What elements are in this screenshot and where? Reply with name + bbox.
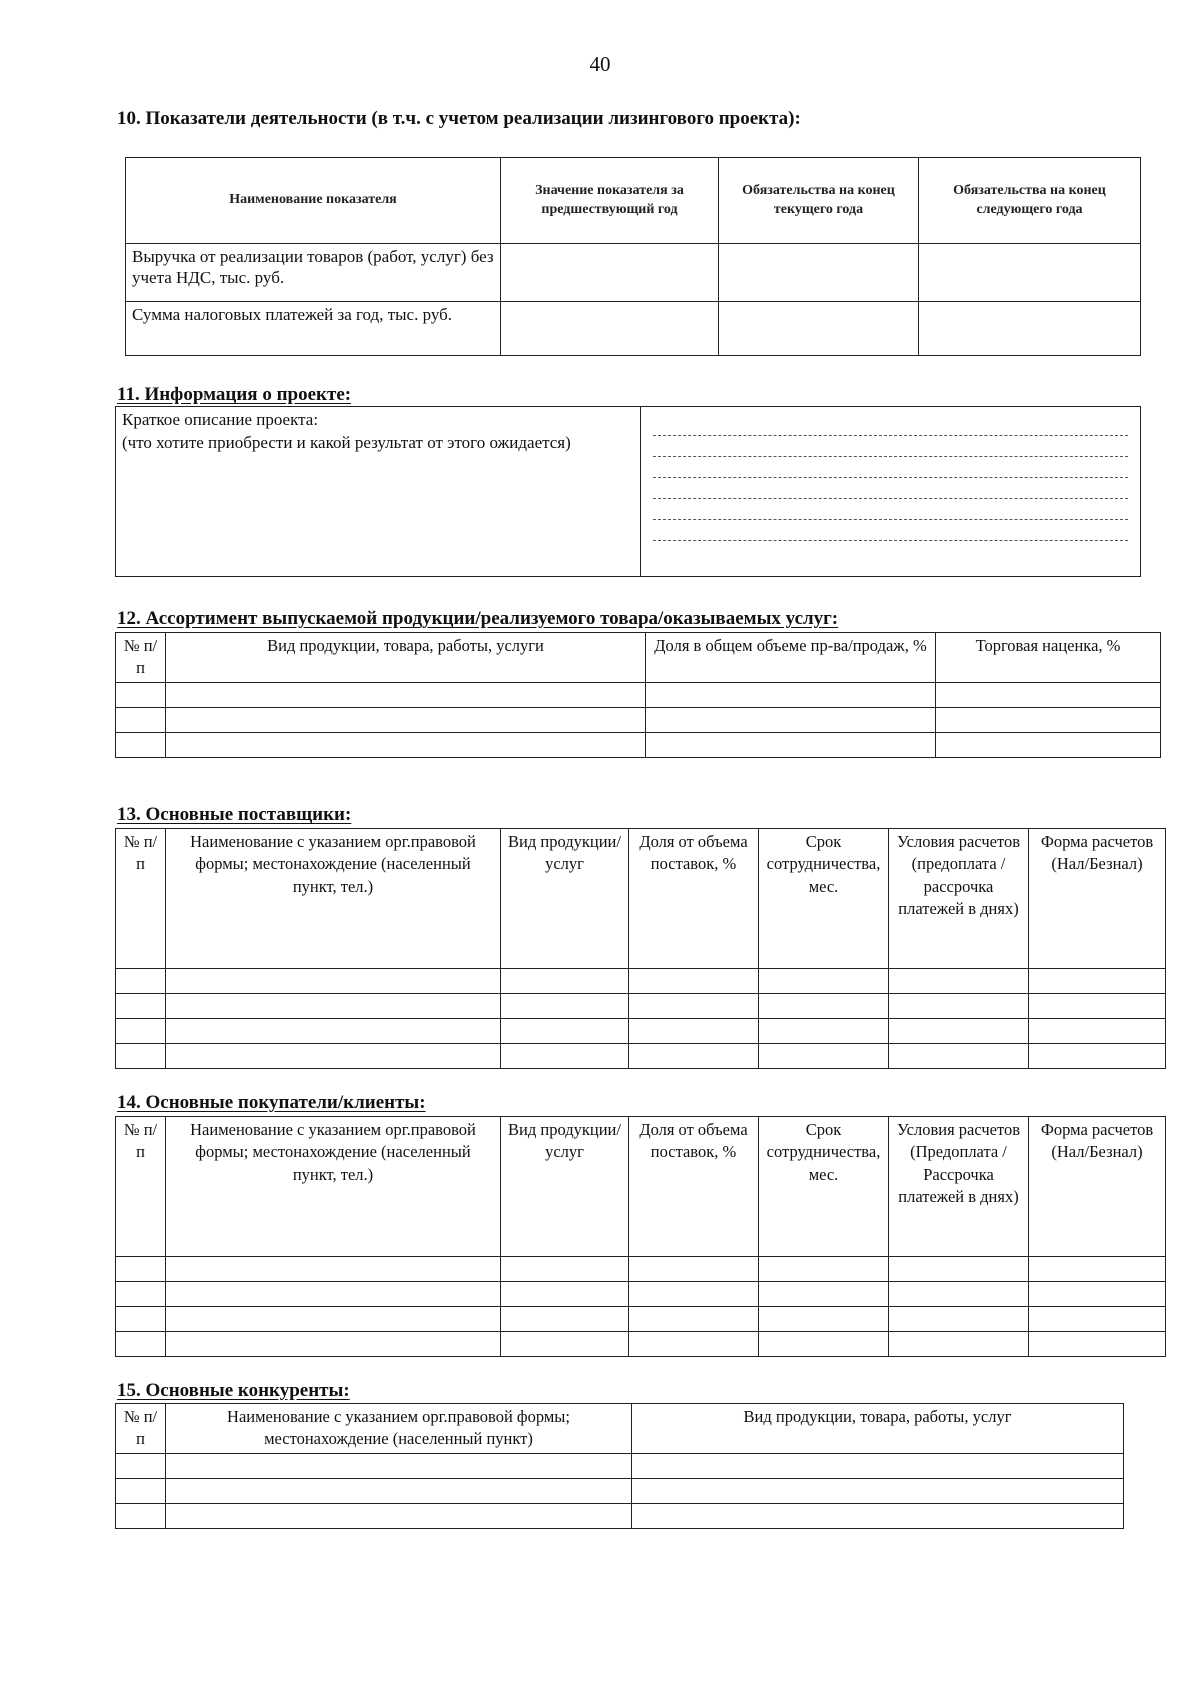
cell[interactable] <box>116 1478 166 1503</box>
cell[interactable] <box>632 1478 1124 1503</box>
cell[interactable] <box>889 1282 1029 1307</box>
cell[interactable] <box>116 732 166 757</box>
cell[interactable] <box>166 1453 632 1478</box>
cell[interactable] <box>501 1257 629 1282</box>
cell[interactable] <box>759 1019 889 1044</box>
project-info-table <box>115 406 1141 577</box>
cell[interactable] <box>889 994 1029 1019</box>
header-number: № п/п <box>116 1117 166 1257</box>
cell[interactable] <box>116 707 166 732</box>
project-description-label: Краткое описание проекта: <box>122 410 319 429</box>
header-product-type: Вид продукции/ услуг <box>501 829 629 969</box>
cell[interactable] <box>166 969 501 994</box>
cell[interactable] <box>646 707 936 732</box>
header-number: № п/п <box>116 633 166 683</box>
header-payment-form: Форма расчетов (Нал/Безнал) <box>1029 1117 1166 1257</box>
fill-line <box>653 478 1128 499</box>
header-previous-year: Значение показателя за предшествующий год <box>501 158 719 244</box>
taxes-label: Сумма налоговых платежей за год, тыс. руб. <box>126 302 501 356</box>
header-cooperation-term: Срок сотрудничества, мес. <box>759 1117 889 1257</box>
cell[interactable] <box>759 1332 889 1357</box>
cell[interactable] <box>889 1257 1029 1282</box>
cell[interactable] <box>759 994 889 1019</box>
section-14-title: 14. Основные покупатели/клиенты: <box>117 1092 426 1113</box>
header-product-type: Вид продукции, товара, работы, услуг <box>632 1404 1124 1454</box>
cell[interactable] <box>889 969 1029 994</box>
customers-table <box>115 1116 1166 1357</box>
header-indicator-name: Наименование показателя <box>126 158 501 244</box>
cell[interactable] <box>166 1503 632 1528</box>
cell[interactable] <box>759 1282 889 1307</box>
cell[interactable] <box>632 1503 1124 1528</box>
project-description-input[interactable] <box>641 407 1141 577</box>
revenue-current-cell[interactable] <box>719 244 919 302</box>
cell[interactable] <box>116 1307 166 1332</box>
header-supply-share: Доля от объема поставок, % <box>629 829 759 969</box>
cell[interactable] <box>889 1019 1029 1044</box>
cell[interactable] <box>629 994 759 1019</box>
cell[interactable] <box>116 1019 166 1044</box>
section-10-title: 10. Показатели деятельности (в т.ч. с учетом реализации лизингового проекта): <box>117 108 801 129</box>
taxes-previous-cell[interactable] <box>501 302 719 356</box>
table-row <box>116 1503 1124 1528</box>
header-competitor-name: Наименование с указанием орг.правовой формы; местонахождение (населенный пункт) <box>166 1404 632 1454</box>
revenue-next-cell[interactable] <box>919 244 1141 302</box>
cell[interactable] <box>501 994 629 1019</box>
header-supply-share: Доля от объема поставок, % <box>629 1117 759 1257</box>
assortment-table <box>115 632 1161 758</box>
table-row <box>116 732 1161 757</box>
cell[interactable] <box>936 732 1161 757</box>
cell[interactable] <box>166 1332 501 1357</box>
taxes-current-cell[interactable] <box>719 302 919 356</box>
cell[interactable] <box>1029 969 1166 994</box>
cell[interactable] <box>501 1282 629 1307</box>
cell[interactable] <box>759 1044 889 1069</box>
cell[interactable] <box>166 994 501 1019</box>
cell[interactable] <box>936 707 1161 732</box>
cell[interactable] <box>1029 1307 1166 1332</box>
header-product-type: Вид продукции, товара, работы, услуги <box>166 633 646 683</box>
cell[interactable] <box>116 1282 166 1307</box>
section-11-title: 11. Информация о проекте: <box>117 384 352 405</box>
cell[interactable] <box>1029 1019 1166 1044</box>
cell[interactable] <box>889 1044 1029 1069</box>
section-15-title: 15. Основные конкуренты: <box>117 1380 350 1401</box>
cell[interactable] <box>501 1332 629 1357</box>
cell[interactable] <box>646 682 936 707</box>
header-share: Доля в общем объеме пр-ва/продаж, % <box>646 633 936 683</box>
cell[interactable] <box>1029 1282 1166 1307</box>
cell[interactable] <box>759 1257 889 1282</box>
cell[interactable] <box>116 1453 166 1478</box>
cell[interactable] <box>166 707 646 732</box>
cell[interactable] <box>1029 994 1166 1019</box>
cell[interactable] <box>166 1019 501 1044</box>
table-row <box>116 1453 1124 1478</box>
cell[interactable] <box>166 1257 501 1282</box>
taxes-next-cell[interactable] <box>919 302 1141 356</box>
fill-line <box>653 499 1128 520</box>
cell[interactable] <box>116 1503 166 1528</box>
table-row <box>116 682 1161 707</box>
cell[interactable] <box>1029 1332 1166 1357</box>
header-cooperation-term: Срок сотрудничества, мес. <box>759 829 889 969</box>
cell[interactable] <box>632 1453 1124 1478</box>
fill-line <box>653 436 1128 457</box>
suppliers-table <box>115 828 1166 1069</box>
table-row <box>116 1332 1166 1357</box>
cell[interactable] <box>629 1332 759 1357</box>
cell[interactable] <box>116 1257 166 1282</box>
cell[interactable] <box>116 1044 166 1069</box>
project-description-hint: (что хотите приобрести и какой результат от этого ожидается) <box>122 432 571 452</box>
cell[interactable] <box>166 682 646 707</box>
cell[interactable] <box>759 969 889 994</box>
table-row <box>116 969 1166 994</box>
cell[interactable] <box>629 1307 759 1332</box>
header-product-type: Вид продукции/ услуг <box>501 1117 629 1257</box>
cell[interactable] <box>629 1044 759 1069</box>
cell[interactable] <box>759 1307 889 1332</box>
header-next-year-end: Обязательства на конец следующего года <box>919 158 1141 244</box>
header-payment-terms: Условия расчетов (Предоплата / Рассрочка платежей в днях) <box>889 1117 1029 1257</box>
revenue-previous-cell[interactable] <box>501 244 719 302</box>
cell[interactable] <box>501 1307 629 1332</box>
cell[interactable] <box>889 1332 1029 1357</box>
table-row <box>116 1019 1166 1044</box>
cell[interactable] <box>646 732 936 757</box>
table-row <box>126 302 1141 356</box>
header-payment-form: Форма расчетов (Нал/Безнал) <box>1029 829 1166 969</box>
header-customer-name: Наименование с указанием орг.правовой формы; местонахождение (населенный пункт, тел.) <box>166 1117 501 1257</box>
cell[interactable] <box>166 732 646 757</box>
cell[interactable] <box>166 1307 501 1332</box>
cell[interactable] <box>501 1019 629 1044</box>
cell[interactable] <box>166 1478 632 1503</box>
cell[interactable] <box>629 1019 759 1044</box>
revenue-label: Выручка от реализации товаров (работ, услуг) без учета НДС, тыс. руб. <box>126 244 501 302</box>
cell[interactable] <box>889 1307 1029 1332</box>
table-row <box>116 707 1161 732</box>
table-row <box>116 1478 1124 1503</box>
project-description-cell <box>116 407 641 577</box>
section-12-title: 12. Ассортимент выпускаемой продукции/реализуемого товара/оказываемых услуг: <box>117 608 839 629</box>
table-row <box>116 1044 1166 1069</box>
cell[interactable] <box>501 969 629 994</box>
header-number: № п/п <box>116 829 166 969</box>
page-number: 40 <box>589 52 611 76</box>
cell[interactable] <box>116 969 166 994</box>
cell[interactable] <box>1029 1257 1166 1282</box>
table-row <box>116 1282 1166 1307</box>
fill-line <box>653 415 1128 436</box>
cell[interactable] <box>116 994 166 1019</box>
cell[interactable] <box>936 682 1161 707</box>
cell[interactable] <box>629 1282 759 1307</box>
header-markup: Торговая наценка, % <box>936 633 1161 683</box>
cell[interactable] <box>116 682 166 707</box>
table-row <box>116 1307 1166 1332</box>
section-13-title: 13. Основные поставщики: <box>117 804 352 825</box>
cell[interactable] <box>1029 1044 1166 1069</box>
fill-line <box>653 457 1128 478</box>
fill-line <box>653 520 1128 541</box>
table-row <box>126 244 1141 302</box>
competitors-table <box>115 1403 1124 1529</box>
cell[interactable] <box>166 1282 501 1307</box>
cell[interactable] <box>116 1332 166 1357</box>
performance-table <box>125 157 1141 356</box>
header-payment-terms: Условия расчетов (предоплата / рассрочка платежей в днях) <box>889 829 1029 969</box>
cell[interactable] <box>629 969 759 994</box>
cell[interactable] <box>166 1044 501 1069</box>
cell[interactable] <box>501 1044 629 1069</box>
table-row <box>116 1257 1166 1282</box>
cell[interactable] <box>629 1257 759 1282</box>
table-row <box>116 994 1166 1019</box>
header-supplier-name: Наименование с указанием орг.правовой формы; местонахождение (населенный пункт, тел.) <box>166 829 501 969</box>
header-number: № п/п <box>116 1404 166 1454</box>
header-current-year-end: Обязательства на конец текущего года <box>719 158 919 244</box>
